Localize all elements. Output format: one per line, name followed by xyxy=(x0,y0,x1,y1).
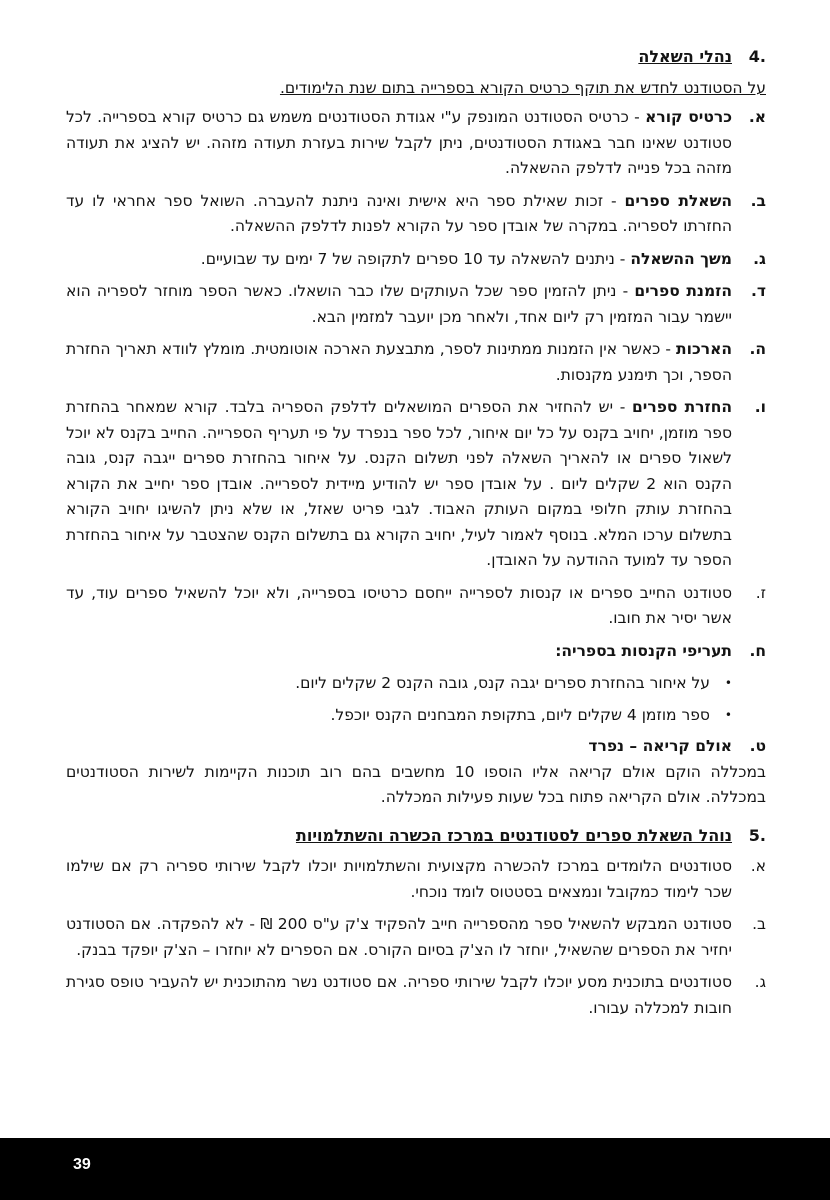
item-letter: א. xyxy=(750,857,766,875)
list-item xyxy=(66,189,766,240)
section-number: .5 xyxy=(748,825,766,845)
reading-room-text: במכללה הוקם אולם קריאה אליו הוספו 10 מחשבים בהם רוב תוכנות הקיימות לשירות הסטודנטים במכללה. אולם הקריאה פתוח בכל שעות פעילות המכללה. xyxy=(66,762,766,806)
bullet-item xyxy=(66,703,766,729)
list-item xyxy=(66,279,766,330)
item-term: משך ההשאלה xyxy=(630,249,732,268)
item-term: הארכות xyxy=(676,340,732,358)
item-letter: ה. xyxy=(749,340,766,358)
section-title: נהלי השאלה xyxy=(638,47,732,66)
page-footer xyxy=(0,1138,830,1200)
bullet-text: ספר מוזמן 4 שקלים ליום, בתקופת המבחנים הקנס יוכפל. xyxy=(330,705,710,724)
bullet-icon: • xyxy=(724,707,732,722)
section-title: נוהל השאלת ספרים לסטודנטים במרכז הכשרה והשתלמויות xyxy=(295,825,732,845)
item-letter: ג. xyxy=(753,249,766,268)
item-letter: ד. xyxy=(750,282,766,300)
item-letter: ג. xyxy=(754,973,766,991)
item-term: הזמנת ספרים xyxy=(634,282,733,300)
bullet-icon: • xyxy=(724,676,732,690)
item-text: - יש להחזיר את הספרים המושאלים לדלפק הספריה בלבד. קורא שמאחר בהחזרת ספר מוזמן, יחויב בקנס על כל יום איחור, לכל ספר בנפרד על פי תעריף הספרייה. החייב בקנס לא יוכל לשאול ספרים או להאריך השאלה לפני תשלום הקנס. על איחור בהחזרת ספרים ייגבה קנס, גובה הקנס הוא 2 שקלים ליום . על אובדן ספר יש להודיע מיידית לספרייה. אובדן ספר יחייב את הקורא בהחזרת עותק חלופי במקום העותק האבוד. לגבי פריט שאזל, או שלא ניתן להשיגו יחויב הקורא בתשלום ערכו המלא. בנוסף לאמור לעיל, יחויב הקורא גם בתשלום הקנס שהצטבר על איחור בהחזרת הספר עד למועד ההודעה על האובדן. xyxy=(66,398,732,569)
item-text: סטודנטים בתוכנית מסע יוכלו לקבל שירותי ספריה. אם סטודנט נשר מהתוכנית יש להעביר טופס סגירת חובות למכללה עבורו. xyxy=(66,973,732,1017)
item-letter: ב. xyxy=(750,191,766,210)
fines-title: תעריפי הקנסות בספריה: xyxy=(555,641,732,660)
list-item xyxy=(66,337,766,388)
page-number: 39 xyxy=(73,1156,91,1173)
list-item xyxy=(66,854,766,905)
item-letter: ט. xyxy=(749,737,766,755)
list-item xyxy=(66,581,766,632)
reading-room-heading xyxy=(66,734,766,760)
item-term: החזרת ספרים xyxy=(632,398,732,416)
section-intro: על הסטודנט לחדש את תוקף כרטיס הקורא בספרייה בתום שנת הלימודים. xyxy=(279,78,766,97)
item-text: - ניתנים להשאלה עד 10 ספרים לתקופה של 7 ימים עד שבועיים. xyxy=(200,249,631,268)
item-body xyxy=(66,247,732,273)
item-text: סטודנט החייב ספרים או קנסות לספרייה ייחסם כרטיסו בספרייה, ולא יוכל להשאיל ספרים עוד, עד אשר יסיר את חובו. xyxy=(66,583,732,627)
list-item xyxy=(66,247,766,273)
item-letter: ח. xyxy=(749,641,766,660)
item-text: סטודנט המבקש להשאיל ספר מהספרייה חייב להפקיד צ'ק ע"ס 200 ₪ - לא להפקדה. אם הסטודנט יחזיר את הספרים שהשאיל, יוחזר לו הצ'ק בסיום הקורס. אם הספרים לא יוחזרו – הצ'ק יופקד בבנק. xyxy=(66,915,732,959)
page-content xyxy=(66,44,766,1028)
bullet-item xyxy=(66,671,766,697)
item-term: כרטיס קורא xyxy=(645,108,733,126)
list-item xyxy=(66,105,766,182)
reading-room-title: אולם קריאה – נפרד xyxy=(588,737,732,755)
list-item xyxy=(66,970,766,1021)
item-text: - ניתן להזמין ספר שכל העותקים שלו כבר הושאלו. כאשר הספר מוחזר לספריה הוא יישמר עבור המזמין רק ליום אחד, ולאחר מכן יועבר למזמין הבא. xyxy=(66,282,732,326)
item-term: השאלת ספרים xyxy=(624,191,732,210)
item-body xyxy=(66,337,732,388)
item-letter: ז. xyxy=(755,583,766,602)
fines-heading xyxy=(66,639,766,665)
list-item xyxy=(66,395,766,574)
item-letter: א. xyxy=(748,108,766,126)
item-text: - זכות שאילת ספר היא אישית ואינה ניתנת להעברה. השואל ספר אחראי לו עד החזרתו לספריה. במקרה של אובדן ספר על הקורא לפנות לדלפק ההשאלה. xyxy=(66,191,732,235)
section-number: .4 xyxy=(748,47,766,66)
item-text: - כאשר אין הזמנות ממתינות לספר, מתבצעת הארכה אוטומטית. מומלץ לוודא תאריך החזרת הספר, וכך תימנע מקנסות. xyxy=(66,340,732,384)
item-body xyxy=(66,279,732,330)
item-letter: ב. xyxy=(752,915,766,933)
item-body xyxy=(66,105,732,182)
bullet-text: על איחור בהחזרת ספרים יגבה קנס, גובה הקנס 2 שקלים ליום. xyxy=(295,674,710,692)
section-5-heading xyxy=(66,823,766,849)
item-body xyxy=(66,395,732,574)
fines-list xyxy=(66,671,766,728)
item-text: - כרטיס הסטודנט המונפק ע"י אגודת הסטודנטים משמש גם כרטיס קורא בספרייה. לכל סטודנט שאינו חבר באגודת הסטודנטים, ניתן לקבל שירות בעזרת תעודה מזהה. יש להציג את תעודה מזהה בכל פנייה לדלפק ההשאלה. xyxy=(66,108,732,177)
item-body xyxy=(66,189,732,240)
list-item xyxy=(66,912,766,963)
item-letter: ו. xyxy=(754,398,766,416)
section-4-heading xyxy=(66,44,766,70)
item-text: סטודנטים הלומדים במרכז להכשרה מקצועית והשתלמויות יוכלו לקבל שירותי ספריה רק אם שילמו שכר לימוד כמקובל ונמצאים בסטטוס לומד נוכחי. xyxy=(66,857,732,901)
